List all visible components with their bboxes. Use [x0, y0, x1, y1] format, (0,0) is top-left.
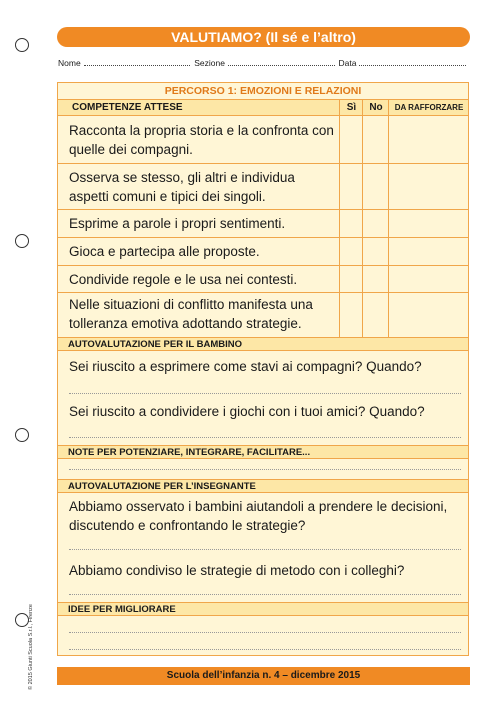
- ideas-line[interactable]: [69, 631, 461, 633]
- binder-hole: [15, 234, 29, 248]
- teacher-self-eval-header: AUTOVALUTAZIONE PER L’INSEGNANTE: [58, 479, 468, 493]
- skill-row: [58, 164, 468, 210]
- no-cell[interactable]: [362, 116, 389, 163]
- skill-row: [58, 266, 468, 293]
- improve-cell[interactable]: [388, 293, 469, 337]
- section-label: Sezione: [194, 58, 225, 68]
- improve-header: DA RAFFORZARE: [388, 100, 469, 115]
- improve-cell[interactable]: [388, 266, 469, 292]
- improve-cell[interactable]: [388, 164, 469, 209]
- teacher-question-2: Abbiamo condiviso le strategie di metodo con i colleghi?: [69, 563, 405, 578]
- skill-text: Condivide regole e le usa nei contesti.: [69, 272, 298, 287]
- notes-line[interactable]: [69, 468, 461, 470]
- skill-text: Gioca e partecipa alle proposte.: [69, 244, 260, 259]
- date-label: Data: [338, 58, 357, 68]
- improve-cell[interactable]: [388, 210, 469, 237]
- skill-row: [58, 210, 468, 238]
- page-title-banner: VALUTIAMO? (Il sé e l’altro): [57, 27, 470, 47]
- skills-header-row: [58, 100, 468, 116]
- student-fields: [58, 58, 470, 68]
- name-label: Nome: [58, 58, 81, 68]
- child-question-2: Sei riuscito a condividere i giochi con i tuoi amici? Quando?: [69, 404, 425, 419]
- no-header: No: [362, 100, 389, 115]
- notes-header: NOTE PER POTENZIARE, INTEGRARE, FACILITARE...: [58, 445, 468, 459]
- child-question-1: Sei riuscito a esprimere come stavi ai compagni? Quando?: [69, 359, 422, 374]
- ideas-line[interactable]: [69, 648, 461, 650]
- evaluation-card: [57, 82, 469, 656]
- name-field[interactable]: [84, 58, 191, 66]
- skill-row: [58, 116, 468, 164]
- answer-line[interactable]: [69, 593, 461, 595]
- skill-row: [58, 293, 468, 337]
- improve-cell[interactable]: [388, 116, 469, 163]
- binder-hole: [15, 38, 29, 52]
- skill-text: Osserva se stesso, gli altri e individua aspetti comuni e tipici dei singoli.: [69, 170, 295, 204]
- skill-text: Nelle situazioni di conflitto manifesta una tolleranza emotiva adottando strategie.: [69, 297, 313, 331]
- answer-line[interactable]: [69, 392, 461, 394]
- no-cell[interactable]: [362, 164, 389, 209]
- yes-cell[interactable]: [339, 164, 363, 209]
- binder-hole: [15, 613, 29, 627]
- binder-hole: [15, 428, 29, 442]
- teacher-question-1: Abbiamo osservato i bambini aiutandoli a prendere le decisioni, discutendo e confrontando le strategie?: [69, 499, 448, 533]
- skill-row: [58, 238, 468, 266]
- improve-cell[interactable]: [388, 238, 469, 265]
- yes-cell[interactable]: [339, 116, 363, 163]
- footer-banner: Scuola dell’infanzia n. 4 – dicembre 2015: [57, 667, 470, 685]
- skill-text: Racconta la propria storia e la confronta con quelle dei compagni.: [69, 123, 334, 157]
- no-cell[interactable]: [362, 293, 389, 337]
- yes-cell[interactable]: [339, 266, 363, 292]
- no-cell[interactable]: [362, 266, 389, 292]
- answer-line[interactable]: [69, 548, 461, 550]
- ideas-header: IDEE PER MIGLIORARE: [58, 602, 468, 616]
- yes-cell[interactable]: [339, 210, 363, 237]
- skills-header: COMPETENZE ATTESE: [72, 102, 183, 113]
- yes-cell[interactable]: [339, 293, 363, 337]
- no-cell[interactable]: [362, 238, 389, 265]
- skill-text: Esprime a parole i propri sentimenti.: [69, 216, 286, 231]
- section-field[interactable]: [228, 58, 335, 66]
- copyright-note: © 2015 Giunti Scuola S.r.l., Firenze: [28, 604, 34, 690]
- yes-header: Sì: [339, 100, 363, 115]
- card-title: PERCORSO 1: EMOZIONI E RELAZIONI: [58, 83, 468, 100]
- no-cell[interactable]: [362, 210, 389, 237]
- answer-line[interactable]: [69, 436, 461, 438]
- date-field[interactable]: [359, 58, 466, 66]
- yes-cell[interactable]: [339, 238, 363, 265]
- child-self-eval-header: AUTOVALUTAZIONE PER IL BAMBINO: [58, 337, 468, 351]
